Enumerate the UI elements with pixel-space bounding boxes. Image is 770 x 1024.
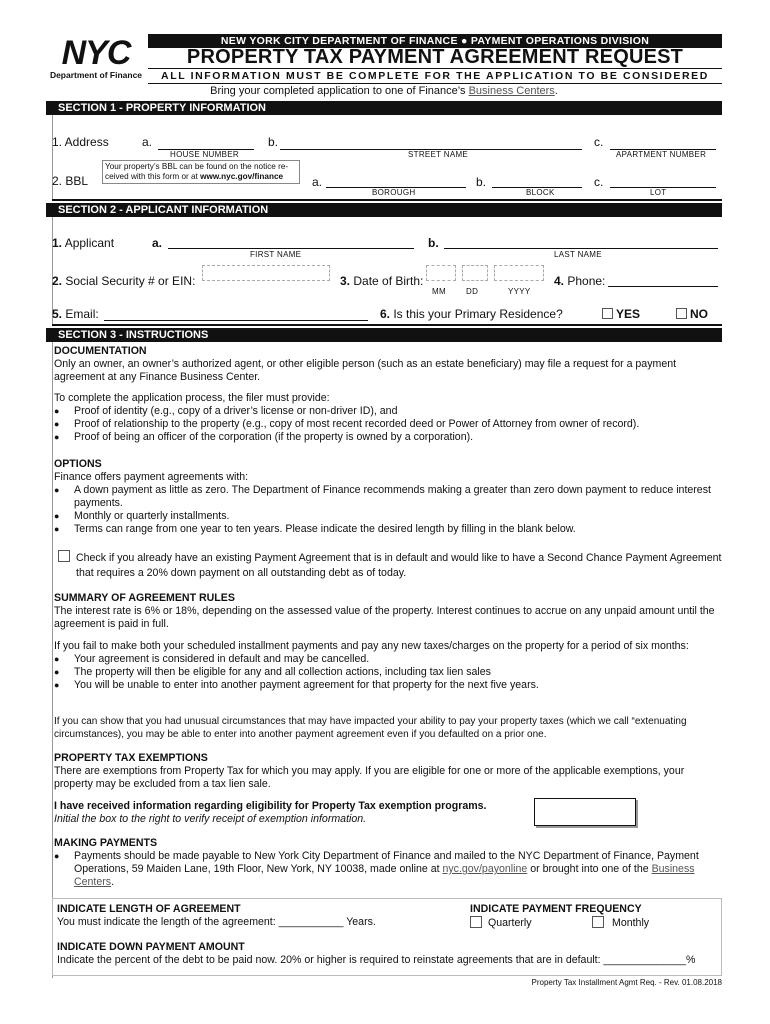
quarterly-checkbox[interactable]: [470, 916, 482, 928]
exemption-receipt: [54, 800, 524, 826]
documentation-block: [54, 345, 722, 384]
logo-dept: Department of Finance: [49, 70, 143, 80]
email-field[interactable]: [104, 320, 368, 321]
fail-bullet: ● You will be unable to enter into another payment agreement for that property for the next five years.: [54, 679, 722, 692]
summary-block: [54, 592, 722, 631]
making-text: .: [111, 876, 115, 888]
applicant-label: [52, 236, 114, 250]
email-label: [52, 307, 99, 321]
no-checkbox[interactable]: [676, 308, 687, 319]
summary-text: The interest rate is 6% or 18%, depending on the assessed value of the property. Interest continues to accrue on any unpaid amount until the agreement is paid in full.: [54, 605, 715, 630]
exemptions-block: [54, 752, 722, 791]
dob-num: 3.: [340, 274, 351, 288]
ssn-ein-field[interactable]: [202, 265, 330, 281]
fail-bullet: ● The property will then be eligible for any and all collection actions, including tax lien sales: [54, 666, 722, 679]
house-number-caption: HOUSE NUMBER: [170, 150, 239, 159]
yes-checkbox[interactable]: [602, 308, 613, 319]
bring-instructions: [46, 85, 722, 97]
fail-text: If you fail to make both your scheduled installment payments and pay any new taxes/charges on the property for a period of six months:: [54, 640, 689, 652]
frequency-block: [470, 903, 720, 916]
bring-suffix: .: [554, 85, 558, 97]
residence-text: Is this your Primary Residence?: [390, 307, 563, 321]
making-heading: MAKING PAYMENTS: [54, 837, 158, 849]
residence-num: 6.: [380, 307, 391, 321]
dob-day-field[interactable]: [462, 265, 488, 281]
phone-field[interactable]: [608, 286, 718, 287]
address-a-label: a.: [142, 135, 153, 149]
street-name-caption: STREET NAME: [408, 150, 469, 159]
bring-text: Bring your completed application to one of Finance’s: [210, 85, 469, 97]
doc-bullet: ● Proof of identity (e.g., copy of a driver’s license or non-driver ID), and: [54, 405, 722, 418]
form-footer: Property Tax Installment Agmt Req. - Rev. 01.08.2018: [531, 978, 722, 987]
payonline-link[interactable]: nyc.gov/payonline: [442, 863, 528, 875]
receipt-italic: Initial the box to the right to verify receipt of exemption information.: [54, 813, 367, 825]
ssn-text: Social Security # or EIN:: [62, 274, 196, 288]
exemptions-heading: PROPERTY TAX EXEMPTIONS: [54, 752, 208, 764]
second-chance-checkbox[interactable]: [58, 550, 70, 562]
applicant-text: Applicant: [62, 236, 115, 250]
last-name-field[interactable]: [444, 248, 718, 249]
documentation-text: Only an owner, an owner’s authorized agent, or other eligible person (such as an estate beneficiary) may file a request for a payment agreement at any Finance Business Center.: [54, 358, 677, 383]
logo-text: NYC: [61, 34, 131, 72]
phone-text: Phone:: [564, 274, 606, 288]
phone-label: [554, 274, 605, 288]
quarterly-label: Quarterly: [488, 917, 532, 929]
options-bullet: ● A down payment as little as zero. The Department of Finance recommends making a greater than zero down payment to reduce interest payments.: [54, 484, 722, 510]
dob-text: Date of Birth:: [350, 274, 424, 288]
options-block: [54, 458, 722, 536]
dob-year-field[interactable]: [494, 265, 544, 281]
applicant-b-label: b.: [428, 236, 439, 250]
ssn-label: [52, 274, 195, 288]
dob-label: [340, 274, 423, 288]
mm-caption: MM: [432, 287, 446, 296]
options-bullet: ● Terms can range from one year to ten years. Please indicate the desired length by filling in the blank below.: [54, 523, 722, 536]
length-text: You must indicate the length of the agreement: ___________ Years.: [57, 916, 376, 928]
applicant-num: 1.: [52, 236, 63, 250]
second-chance-text: Check if you already have an existing Payment Agreement that is in default and would like to have a Second Chance Payment Agreement that requires a 20% down payment on all outstanding debt as of today.: [76, 552, 722, 579]
section2-header: SECTION 2 - APPLICANT INFORMATION: [52, 203, 722, 217]
receipt-bold: I have received information regarding eligibility for Property Tax exemption programs.: [54, 800, 487, 812]
bbl-a-label: a.: [312, 175, 323, 189]
address-b-label: b.: [268, 135, 279, 149]
filer-requirements: [54, 392, 722, 444]
applicant-a-label: a.: [152, 236, 163, 250]
email-text: Email:: [62, 307, 99, 321]
address-label: 1. Address: [52, 135, 109, 149]
block-caption: BLOCK: [526, 188, 555, 197]
no-label: NO: [690, 307, 708, 321]
bbl-b-label: b.: [476, 175, 487, 189]
making-payments-block: [54, 837, 722, 889]
making-text: or brought into one of the: [527, 863, 652, 875]
making-bullet: [54, 850, 722, 889]
bbl-note: [102, 160, 300, 184]
last-name-caption: LAST NAME: [554, 250, 602, 259]
section1-header: SECTION 1 - PROPERTY INFORMATION: [52, 101, 722, 115]
bbl-note-line1: Your property’s BBL can be found on the notice re-: [105, 162, 289, 171]
default-block: [54, 640, 722, 692]
divider: [148, 83, 722, 84]
bbl-c-label: c.: [594, 175, 604, 189]
business-centers-link[interactable]: Business Centers: [468, 85, 555, 97]
dob-month-field[interactable]: [426, 265, 456, 281]
nyc-logo: [46, 34, 146, 80]
section1-frame: [52, 115, 53, 201]
making-text: Payments should be made payable to New York City Department of Finance and mailed to the NYC Department of Finance, Payment Operations, 59 Maiden Lane, 19th Floor, New York, NY 10038, made online at: [74, 850, 699, 875]
residence-label: [380, 307, 563, 321]
to-complete-text: To complete the application process, the filer must provide:: [54, 392, 330, 404]
division-bar: NEW YORK CITY DEPARTMENT OF FINANCE ● PAYMENT OPERATIONS DIVISION: [148, 34, 722, 48]
frequency-heading: INDICATE PAYMENT FREQUENCY: [470, 903, 642, 915]
monthly-checkbox[interactable]: [592, 916, 604, 928]
doc-bullet: ● Proof of being an officer of the corporation (if the property is owned by a corporation).: [54, 431, 722, 444]
doc-bullet: ● Proof of relationship to the property (e.g., copy of most recent recorded deed or Power of Attorney from owner of record).: [54, 418, 722, 431]
options-intro: Finance offers payment agreements with:: [54, 471, 249, 483]
summary-heading: SUMMARY OF AGREEMENT RULES: [54, 592, 235, 604]
finance-url: www.nyc.gov/finance: [200, 172, 284, 181]
dd-caption: DD: [466, 287, 479, 296]
section-divider: [52, 199, 722, 201]
lot-caption: LOT: [650, 188, 667, 197]
options-heading: OPTIONS: [54, 458, 102, 470]
form-subtitle: ALL INFORMATION MUST BE COMPLETE FOR THE APPLICATION TO BE CONSIDERED: [161, 70, 709, 82]
section-divider: [52, 324, 722, 326]
yes-label: YES: [616, 307, 641, 321]
initial-box[interactable]: [534, 798, 636, 826]
bbl-label: 2. BBL: [52, 174, 89, 188]
monthly-label: Monthly: [612, 917, 650, 929]
section3-frame: [52, 342, 53, 978]
email-num: 5.: [52, 307, 63, 321]
fail-bullet: ● Your agreement is considered in default and may be cancelled.: [54, 653, 722, 666]
first-name-caption: FIRST NAME: [250, 250, 302, 259]
business-centers-link[interactable]: Business Centers: [74, 863, 695, 888]
address-c-label: c.: [594, 135, 604, 149]
down-payment-block: [57, 941, 721, 967]
form-title: PROPERTY TAX PAYMENT AGREEMENT REQUEST: [186, 46, 684, 68]
form-page: [46, 32, 722, 992]
down-heading: INDICATE DOWN PAYMENT AMOUNT: [57, 941, 245, 953]
ssn-num: 2.: [52, 274, 63, 288]
section3-header: SECTION 3 - INSTRUCTIONS: [52, 328, 722, 342]
yyyy-caption: YYYY: [508, 287, 531, 296]
bbl-note-line2: ceived with this form or at: [105, 172, 201, 181]
apartment-number-caption: APARTMENT NUMBER: [616, 150, 707, 159]
length-block: [57, 903, 457, 929]
down-text: Indicate the percent of the debt to be paid now. 20% or higher is required to reinstate agreements that are in default: ______________%: [57, 954, 696, 966]
options-bullet: ● Monthly or quarterly installments.: [54, 510, 722, 523]
exemptions-text: There are exemptions from Property Tax for which you may apply. If you are eligible for one or more of the applicable exemptions, your property may be excluded from a tax lien sale.: [54, 765, 685, 790]
documentation-heading: DOCUMENTATION: [54, 345, 147, 357]
unusual-circumstances: If you can show that you had unusual circumstances that may have impacted your ability to pay your property taxes (which we call “extenuating circumstances), you may be able to enter into another payment agreement even if you defaulted on a prior one.: [54, 716, 687, 740]
length-heading: INDICATE LENGTH OF AGREEMENT: [57, 903, 241, 915]
phone-num: 4.: [554, 274, 565, 288]
first-name-field[interactable]: [168, 248, 414, 249]
borough-caption: BOROUGH: [372, 188, 416, 197]
